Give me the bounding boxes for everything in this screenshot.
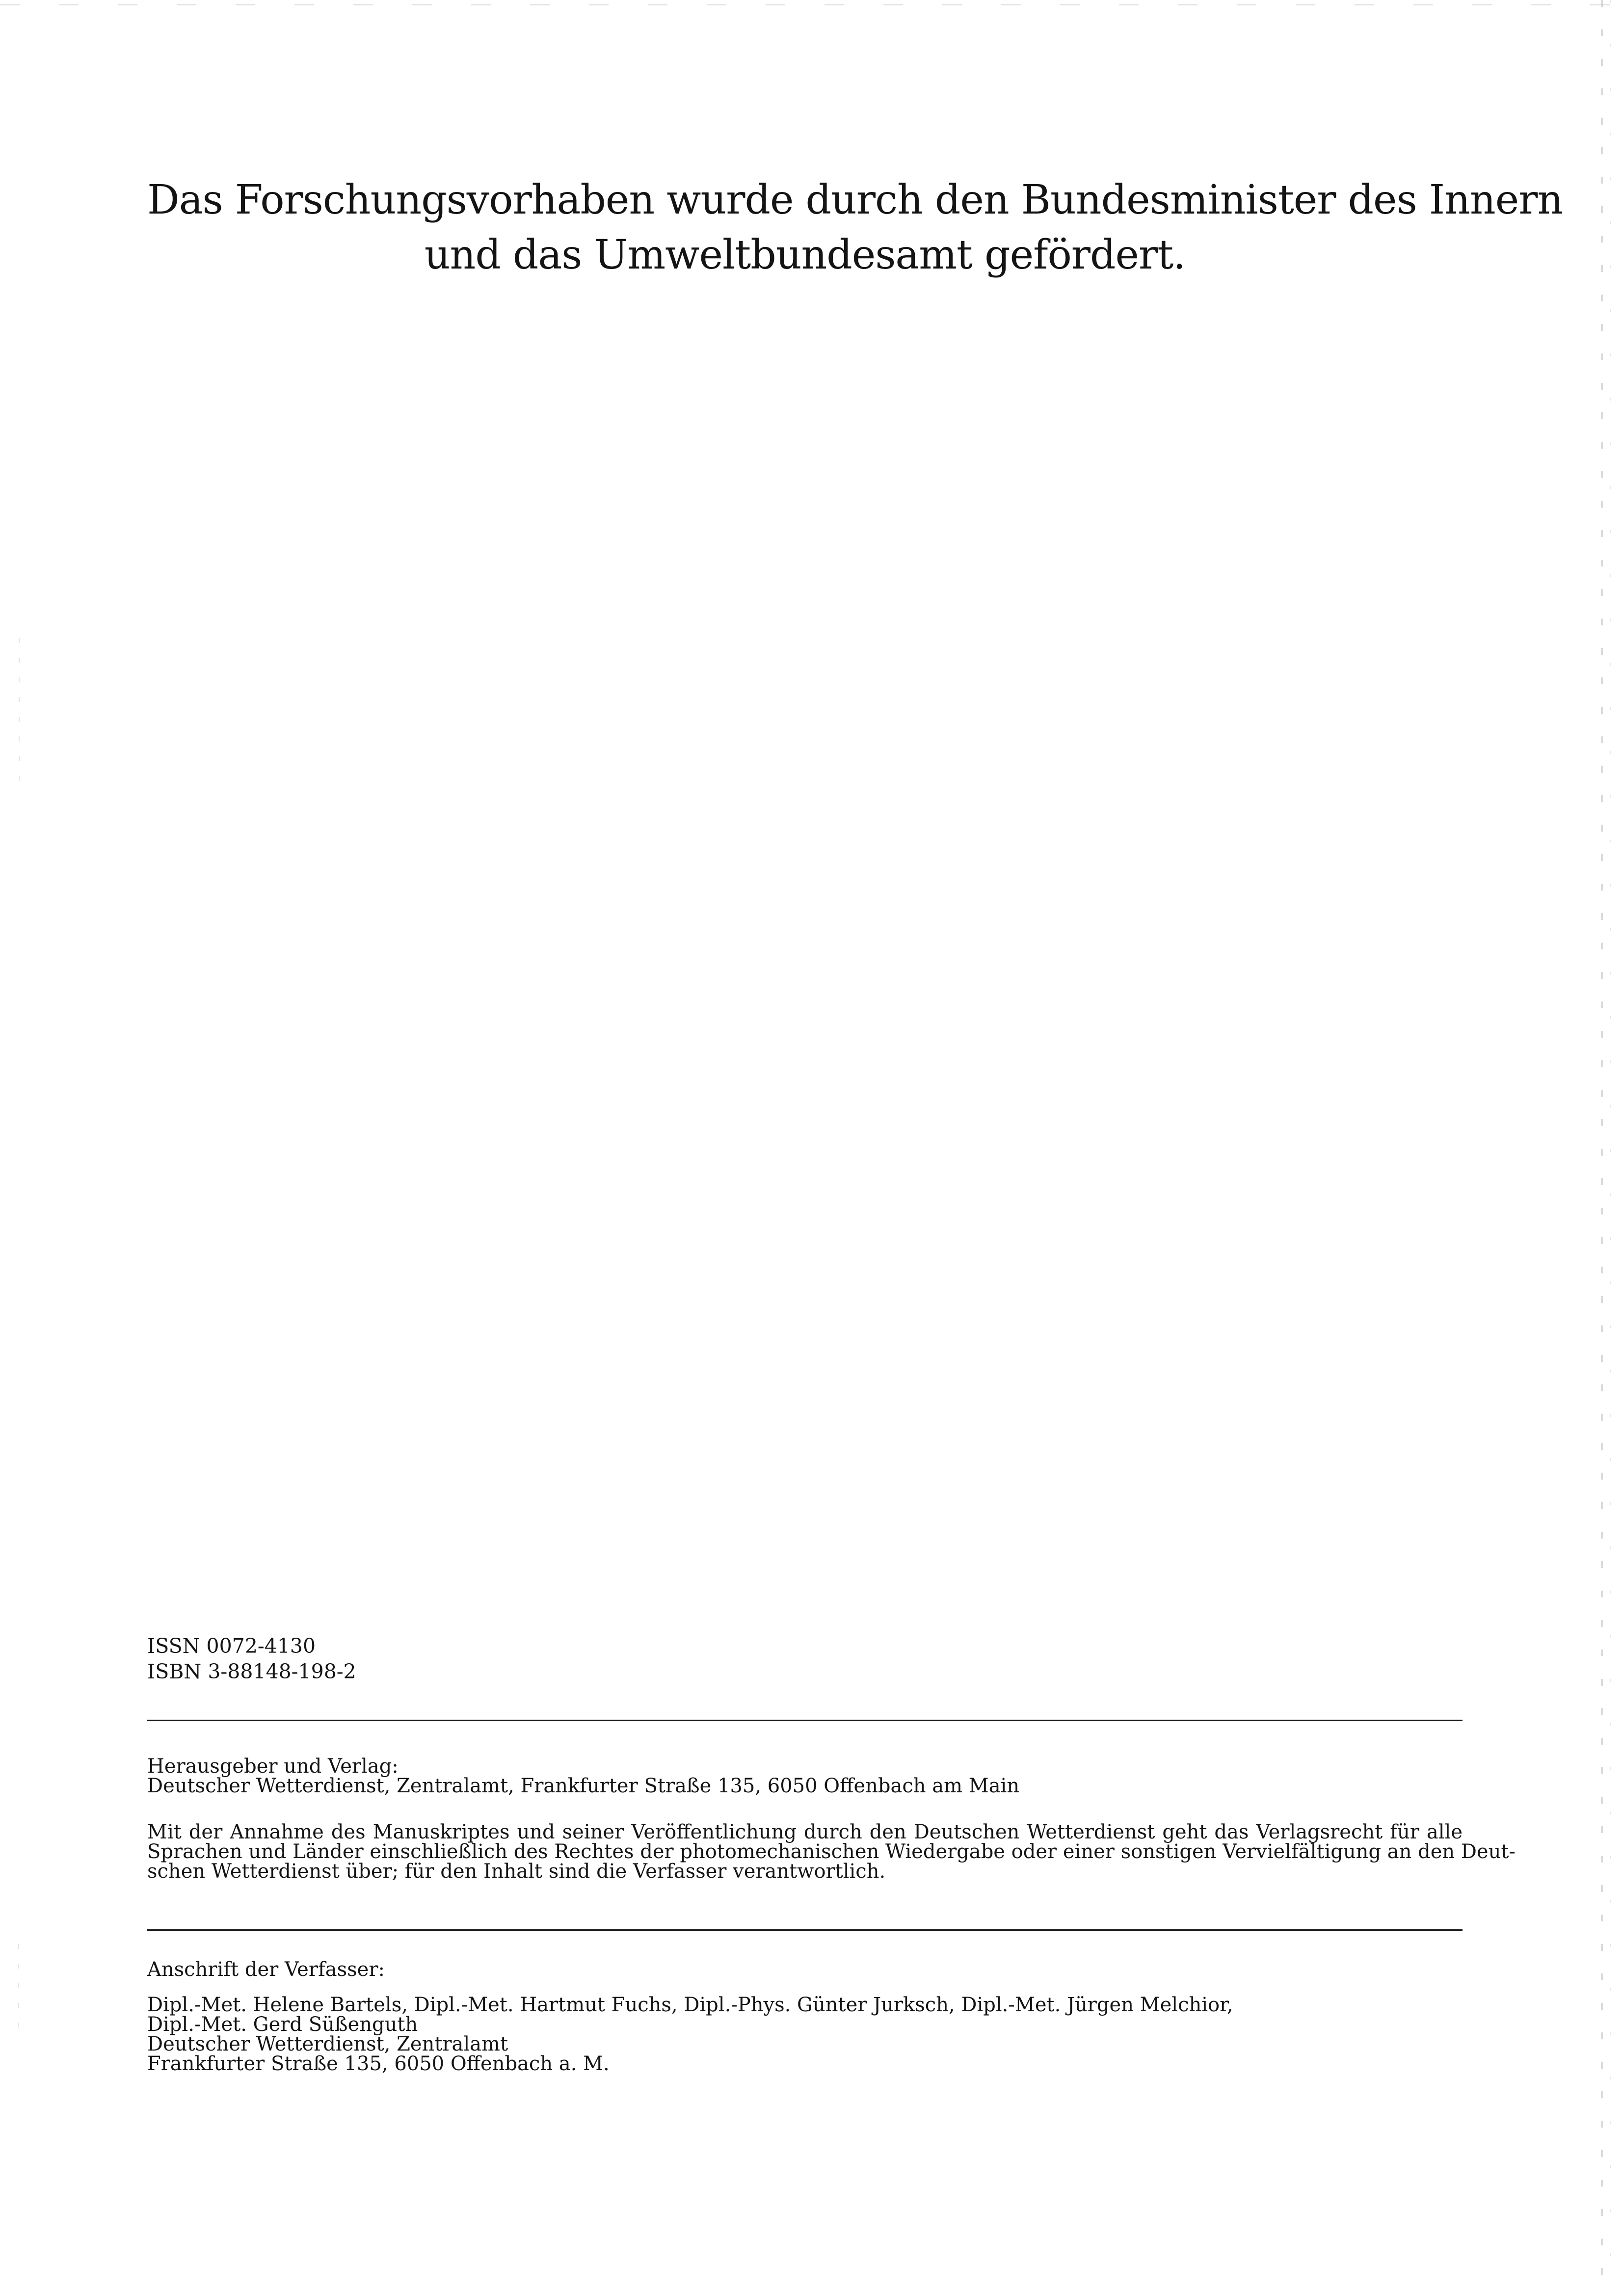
funding-note — [147, 173, 1563, 283]
funding-note-line-2: und das Umweltbundesamt gefördert. — [424, 232, 1186, 278]
rights-notice-line: Mit der Annahme des Manuskriptes und seiner Veröffentlichung durch den Deutschen Wetterdienst geht das Verlagsrecht für alle — [147, 1821, 1463, 1843]
scan-artifact-left-lower — [18, 1944, 19, 2032]
funding-note-line-1: Das Forschungsvorhaben wurde durch den Bundesminister des Innern — [147, 177, 1563, 223]
authors-line: Dipl.-Met. Gerd Süßenguth — [147, 2013, 418, 2036]
scan-artifact-right — [1601, 0, 1603, 2296]
scan-artifact-right-outer — [1610, 0, 1611, 2296]
isbn-number: ISBN 3-88148-198-2 — [147, 1660, 356, 1683]
scan-artifact-left-upper — [19, 638, 20, 785]
authors-line: Deutscher Wetterdienst, Zentralamt — [147, 2033, 508, 2055]
divider-rule-2 — [147, 1929, 1463, 1931]
authors-block — [147, 1995, 1463, 2074]
publisher-address: Deutscher Wetterdienst, Zentralamt, Frankfurter Straße 135, 6050 Offenbach am Main — [147, 1775, 1020, 1797]
publisher-block — [147, 1756, 1463, 1796]
rights-notice-line: schen Wetterdienst über; für den Inhalt sind die Verfasser verantwortlich. — [147, 1860, 886, 1883]
authors-line: Frankfurter Straße 135, 6050 Offenbach a. M. — [147, 2053, 610, 2075]
authors-heading: Anschrift der Verfasser: — [147, 1958, 385, 1981]
issn-number: ISSN 0072-4130 — [147, 1634, 316, 1658]
divider-rule-1 — [147, 1720, 1463, 1721]
authors-line: Dipl.-Met. Helene Bartels, Dipl.-Met. Hartmut Fuchs, Dipl.-Phys. Günter Jurksch, Dipl.-Met. Jürgen Melchior, — [147, 1994, 1233, 2016]
scan-artifact-top — [0, 4, 1623, 5]
publisher-heading: Herausgeber und Verlag: — [147, 1755, 399, 1778]
rights-notice — [147, 1821, 1516, 1883]
rights-notice-line: Sprachen und Länder einschließlich des Rechtes der photomechanischen Wiedergabe oder einer sonstigen Vervielfältigung an den Deut- — [147, 1840, 1516, 1863]
